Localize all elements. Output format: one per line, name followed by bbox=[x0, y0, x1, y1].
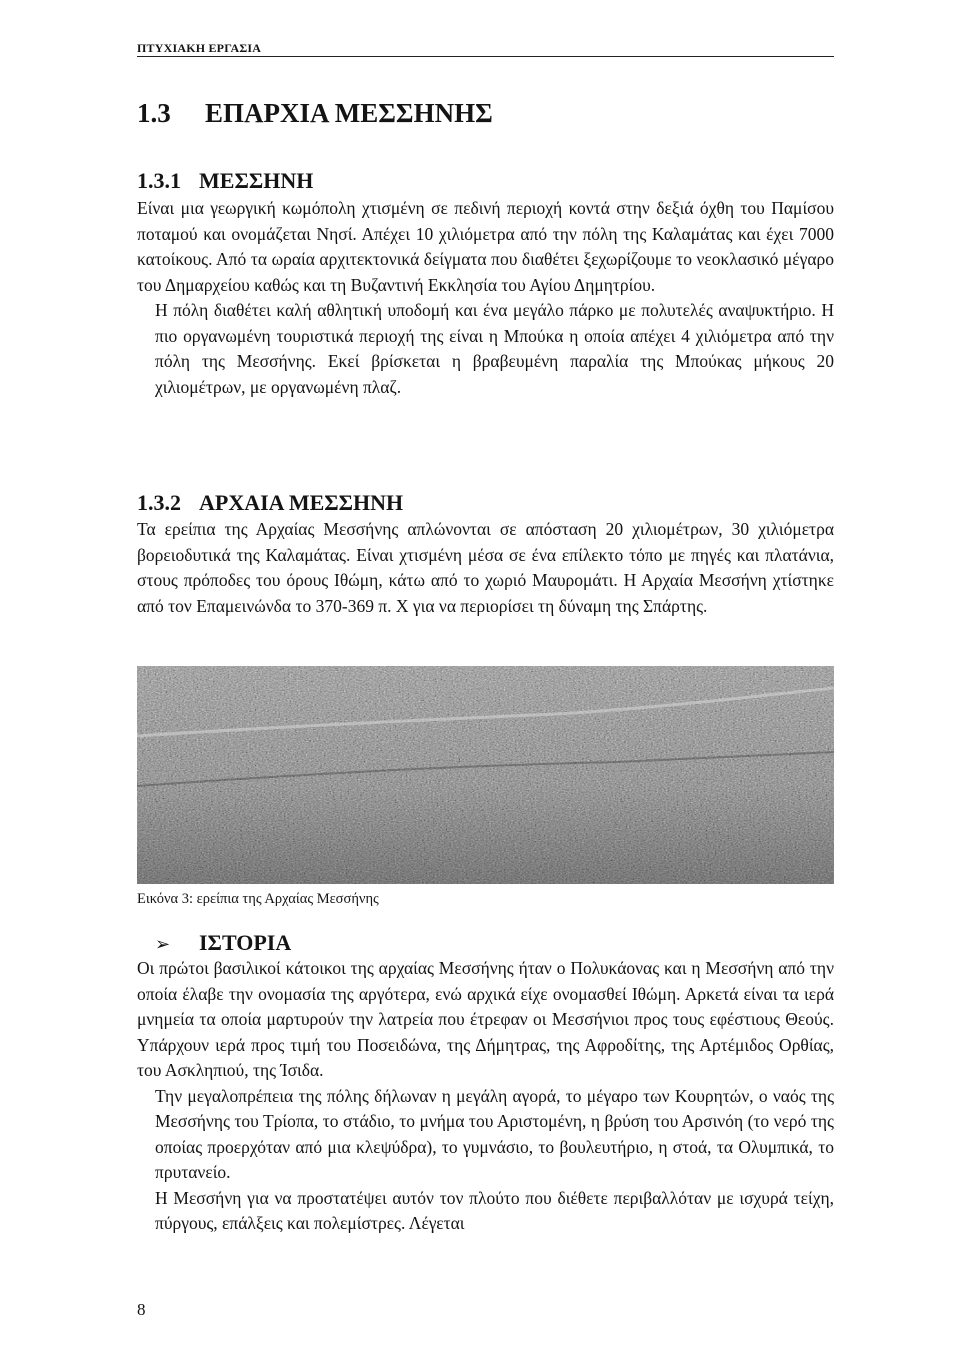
page-number: 8 bbox=[137, 1300, 146, 1319]
section-heading bbox=[137, 98, 493, 129]
paragraph: Είναι μια γεωργική κωμόπολη χτισμένη σε πεδινή περιοχή κοντά στην δεξιά όχθη του Παμίσου ποταμού και ονομάζεται Νησί. Απέχει 10 χιλιόμετρα από την πόλη της Καλαμάτας και έχει 7000 κατοίκους. Από τα ωραία αρχιτεκτονικά δείγματα που διαθέτει ξεχωρίζουμε το νεοκλασικό μέγαρο του Δημαρχείου καθώς και τη Βυζαντινή Εκκλησία του Αγίου Δημητρίου. bbox=[137, 198, 834, 295]
subsection-number: 1.3.2 bbox=[137, 490, 181, 515]
subsection-heading-messini bbox=[137, 168, 313, 194]
paragraph: Οι πρώτοι βασιλικοί κάτοικοι της αρχαίας Μεσσήνης ήταν ο Πολυκάονας και η Μεσσήνη από την οποία έλαβε την ονομασία της αργότερα, ενώ αρχικά είχε ονομασθεί Ιθώμη. Αρκετά είναι τα ιερά μνημεία τα οποία μαρτυρούν την λατρεία που έτρεφαν οι Μεσσήνιοι προς τους εφέστιους Θεούς. Υπάρχουν ιερά προς τιμή του Ποσειδώνα, της Δήμητρας, της Αφροδίτης, της Αρτέμιδος Ορθίας, του Ασκληπιού, της Ίσιδα. bbox=[137, 958, 834, 1080]
history-text bbox=[137, 956, 834, 1237]
bullet-arrow-icon: ➢ bbox=[155, 934, 171, 954]
ruins-photo bbox=[137, 666, 834, 884]
paragraph: Τα ερείπια της Αρχαίας Μεσσήνης απλώνονται σε απόσταση 20 χιλιομέτρων, 30 χιλιόμετρα βορειοδυτικά της Καλαμάτας. Είναι χτισμένη μέσα σε ένα επίλεκτο τόπο με πηγές και πλατάνια, στους πρόποδες του όρους Ιθώμη, κάτω από το χωριό Μαυρομάτι. Η Αρχαία Μεσσήνη χτίστηκε από τον Επαμεινώνδα το 370-369 π. Χ για να περιορίσει τη δύναμη της Σπάρτης. bbox=[137, 519, 834, 616]
section-title: ΕΠΑΡΧΙΑ ΜΕΣΣΗΝΗΣ bbox=[205, 98, 493, 128]
history-heading bbox=[137, 930, 291, 956]
subsection-title: ΑΡΧΑΙΑ ΜΕΣΣΗΝΗ bbox=[199, 490, 404, 515]
section-number: 1.3 bbox=[137, 98, 171, 128]
paragraph: Η Μεσσήνη για να προστατέψει αυτόν τον πλούτο που διέθετε περιβαλλόταν με ισχυρά τείχη, πύργους, επάλξεις και πολεμίστρες. Λέγεται bbox=[155, 1187, 834, 1233]
paragraph: Η πόλη διαθέτει καλή αθλητική υποδομή και ένα μεγάλο πάρκο με πολυτελές αναψυκτήριο. Η πιο οργανωμένη τουριστικά περιοχή της είναι η Μπούκα η οποία απέχει 4 χιλιόμετρα από την πόλη της Μεσσήνης. Εκεί βρίσκεται η βραβευμένη παραλία της Μπούκας μήκους 20 χιλιομέτρων, με οργανωμένη πλαζ. bbox=[155, 300, 834, 397]
paragraph: Την μεγαλοπρέπεια της πόλης δήλωναν η μεγάλη αγορά, το μέγαρο των Κουρητών, ο ναός της Μεσσήνης του Τρίοπα, το στάδιο, το μνήμα του Αριστομένη, η βρύση του Αρσινόη (το νερό της οποίας προερχόταν από μια κλεψύδρα), το γυμνάσιο, το βουλευτήριο, η στοά, τα Ολυμπικά, το πρυτανείο. bbox=[155, 1085, 834, 1182]
figure-caption: Εικόνα 3: ερείπια της Αρχαίας Μεσσήνης bbox=[137, 891, 379, 907]
running-header: ΠΤΥΧΙΑΚΗ ΕΡΓΑΣΙΑ bbox=[137, 41, 262, 55]
subsection-title: ΜΕΣΣΗΝΗ bbox=[199, 168, 314, 193]
history-title: ΙΣΤΟΡΙΑ bbox=[199, 930, 292, 955]
ancient-messini-text bbox=[137, 517, 834, 619]
subsection-number: 1.3.1 bbox=[137, 168, 181, 193]
subsection-heading-ancient-messini bbox=[137, 490, 403, 516]
header-rule bbox=[137, 56, 834, 57]
messini-text bbox=[137, 196, 834, 400]
